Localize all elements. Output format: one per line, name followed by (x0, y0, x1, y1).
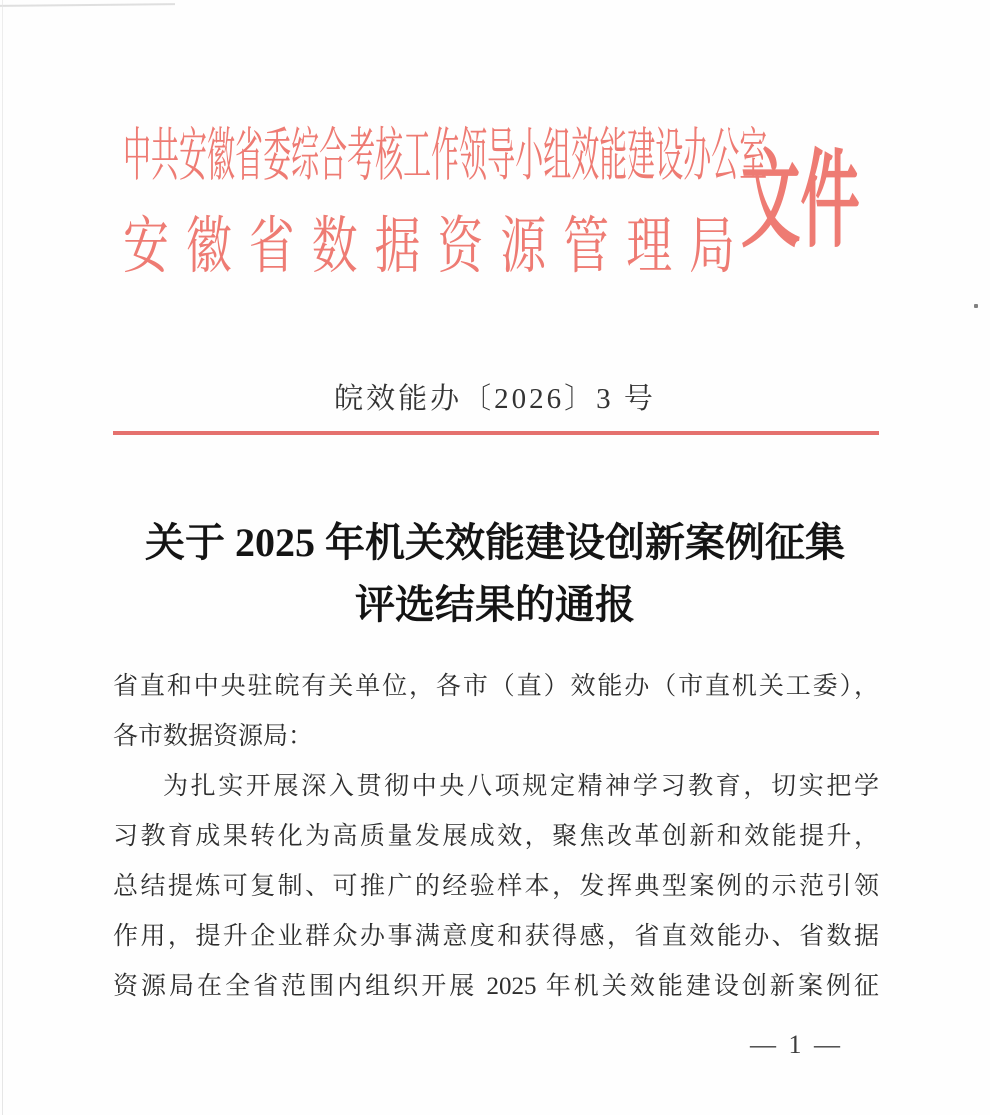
scan-artifact-top-line (0, 3, 175, 7)
paragraph-line-5: 资源局在全省范围内组织开展 2025 年机关效能建设创新案例征 (113, 973, 879, 1000)
scan-artifact-dot (974, 304, 978, 308)
doc-type-label: 文件 (741, 143, 860, 260)
paragraph-line-2: 习教育成果转化为高质量发展成效，聚焦改革创新和效能提升， (113, 823, 879, 850)
doc-number: 皖效能办〔2026〕3 号 (334, 383, 656, 415)
paragraph-line-1: 为扎实开展深入贯彻中央八项规定精神学习教育，切实把学 (163, 773, 879, 800)
salutation-line-1: 省直和中央驻皖有关单位，各市（直）效能办（市直机关工委）， (113, 673, 879, 700)
document-title (0, 512, 990, 636)
document-title-line-1: 关于 2025 年机关效能建设创新案例征集 (145, 520, 845, 565)
org-name-line-2: 安徽省数据资源管理局 (123, 213, 753, 281)
red-separator-line (113, 431, 879, 435)
paragraph-line-4: 作用，提升企业群众办事满意度和获得感，省直效能办、省数据 (113, 923, 879, 950)
org-name-line-1: 中共安徽省委综合考核工作领导小组效能建设办公室 (123, 123, 768, 188)
paragraph-line-3: 总结提炼可复制、可推广的经验样本，发挥典型案例的示范引领 (113, 873, 879, 900)
page-number: — 1 — (750, 1030, 843, 1059)
document-body (113, 662, 879, 1012)
document-title-line-2: 评选结果的通报 (355, 582, 635, 627)
salutation-line-2: 各市数据资源局： (113, 723, 314, 750)
